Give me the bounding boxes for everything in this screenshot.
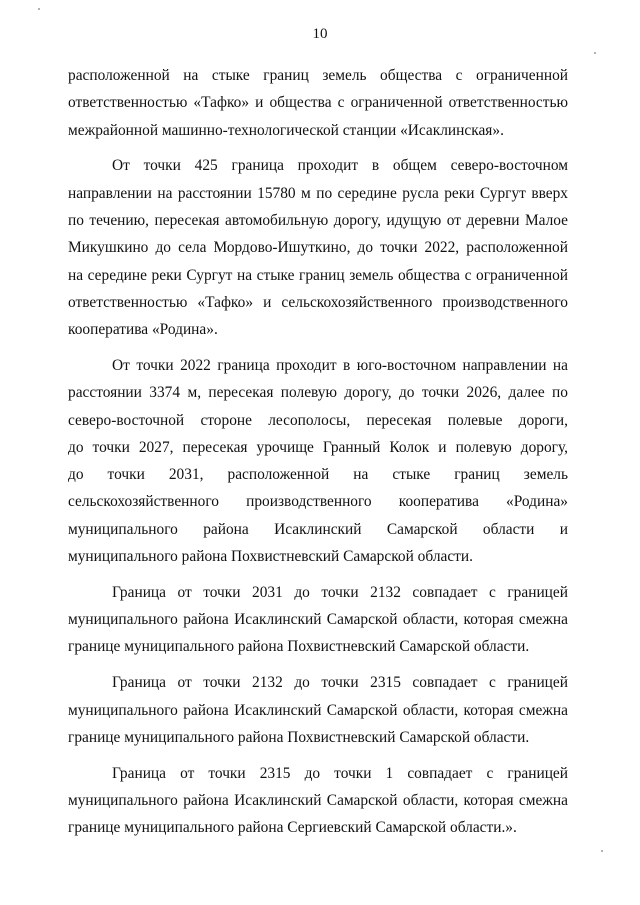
text-line: на середине реки Сургут на стыке границ земель общества с ограниченной [68, 266, 568, 284]
scan-speck [601, 850, 603, 852]
text-line: Микушкино до села Мордово-Ишуткино, до точки 2022, расположенной [68, 239, 568, 257]
text-line: муниципального района Исаклинский Самарской области, которая смежна [68, 791, 568, 809]
paragraph-p3 [68, 352, 568, 570]
paragraph-p6 [68, 760, 568, 842]
paragraph-p4 [68, 579, 568, 661]
text-line: до точки 2027, пересекая урочище Гранный Колок и полевую дорогу, [68, 438, 568, 456]
text-line: Граница от точки 2315 до точки 1 совпадает с границей [112, 764, 568, 782]
text-line: Граница от точки 2031 до точки 2132 совпадает с границей [112, 583, 568, 601]
text-line: расположенной на стыке границ земель общества с ограниченной [68, 67, 568, 84]
text-line: до точки 2031, расположенной на стыке границ земель [68, 466, 568, 484]
document-body [68, 62, 568, 850]
text-line: муниципального района Исаклинский Самарской области, которая смежна [68, 611, 568, 629]
text-line: расстоянии 3374 м, пересекая полевую дорогу, до точки 2026, далее по [68, 384, 568, 402]
text-line: муниципального района Похвистневский Самарской области. [68, 548, 473, 566]
text-line: направлении на расстоянии 15780 м по середине русла реки Сургут вверх [68, 184, 568, 202]
text-line: границе муниципального района Похвистневский Самарской области. [68, 728, 530, 746]
text-line: границе муниципального района Сергиевский Самарской области.». [68, 819, 517, 837]
scan-speck [38, 8, 40, 10]
text-line: муниципального района Исаклинский Самарской области и [68, 520, 568, 538]
text-line: От точки 2022 граница проходит в юго-восточном направлении на [112, 356, 568, 374]
text-line: межрайонной машинно-технологической станции «Исаклинская». [68, 121, 504, 139]
text-line: по течению, пересекая автомобильную дорогу, идущую от деревни Малое [68, 211, 568, 229]
text-line: От точки 425 граница проходит в общем северо-восточном [112, 157, 568, 175]
text-line: сельскохозяйственного производственного кооператива «Родина» [68, 493, 568, 511]
text-line: муниципального района Исаклинский Самарской области, которая смежна [68, 701, 568, 719]
text-line: ответственностью «Тафко» и сельскохозяйственного производственного [68, 293, 568, 311]
paragraph-p2 [68, 152, 568, 343]
page-number: 10 [312, 26, 328, 42]
text-line: Граница от точки 2132 до точки 2315 совпадает с границей [112, 674, 568, 692]
paragraph-p1 [68, 62, 568, 144]
text-line: кооператива «Родина». [68, 321, 218, 339]
text-line: северо-восточной стороне лесополосы, пересекая полевые дороги, [68, 411, 568, 429]
text-line: ответственностью «Тафко» и общества с ограниченной ответственностью [68, 94, 568, 112]
text-line: границе муниципального района Похвистневский Самарской области. [68, 638, 530, 656]
scan-speck [594, 52, 596, 54]
paragraph-p5 [68, 669, 568, 751]
